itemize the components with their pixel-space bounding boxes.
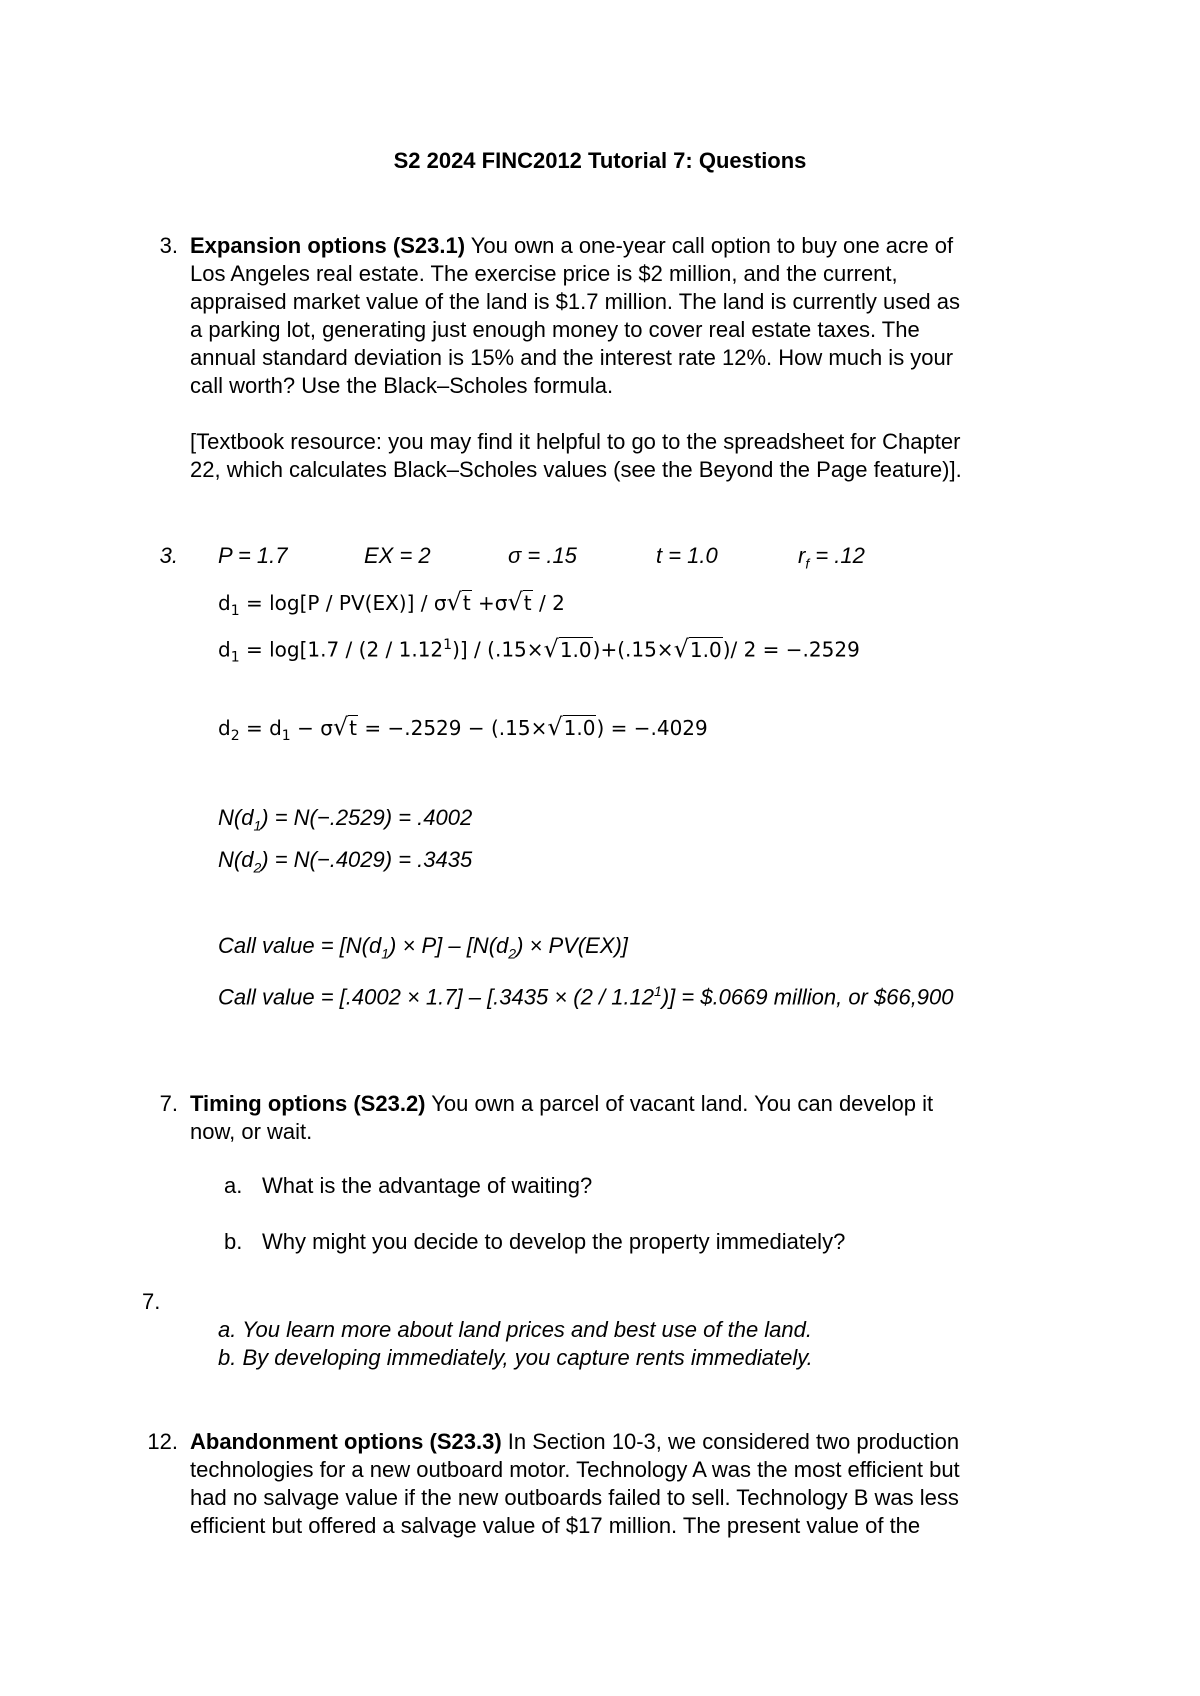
call-value-calculation: Call value = $[.4002 \times 1.7] - [.3435 \times (2 / 1.12^1)]$ = $.0669 million, or $66,900 [218,983,954,1010]
question-3-number: 3. [159,233,178,258]
question-7b-text: Why might you decide to develop the property immediately? [262,1229,846,1254]
question-3-line-3: appraised market value of the land is $1.7 million. The land is currently used as [190,289,961,314]
n-d2: $N(d_2) = N(-.4029) = .3435$ [218,847,473,876]
question-7a-label: a. [224,1173,243,1198]
question-7-number: 7. [159,1091,178,1116]
answer-7-number: 7. [142,1289,161,1314]
question-3-line-6: call worth? Use the Black–Scholes formula. [190,373,614,398]
n-d1: $N(d_1) = N(-.2529) = .4002$ [218,805,473,834]
question-7-heading: Timing options (S23.2) [190,1091,426,1116]
d1-calculation: $d_1 = \log[1.7 / (2 / 1.12^1)] / (.15\times√1.0)+(.15\times√1.0)/$ 2 = −.2529 [218,634,860,666]
question-3-line-4: a parking lot, generating just enough money to cover real estate taxes. The [190,317,920,342]
answer-7b: b. By developing immediately, you capture rents immediately. [218,1345,813,1370]
question-7a-text: What is the advantage of waiting? [262,1173,593,1198]
question-3-line-5: annual standard deviation is 15% and the interest rate 12%. How much is your [190,345,954,370]
question-12: Abandonment options (S23.3) In Section 10-3, we considered two production technologies for a new outboard motor. Technology A was the most efficient but had no salvage value if the new outboards failed to sell. Technology B was less efficient but offered a salvage value of $17 million. The present value of the [190,1429,960,1538]
question-7b-label: b. [224,1229,243,1254]
question-3-line-2: Los Angeles real estate. The exercise price is $2 million, and the current, [190,261,898,286]
param-sigma: σ = .15 [508,543,577,568]
d1-formula: $d_1 = \log[P / PV(EX)] / \sigma√t +\sigma√t / 2$ [218,588,565,619]
question-3-heading: Expansion options (S23.1) [190,233,466,258]
question-12-number: 12. [147,1429,178,1454]
d2-calculation: $d_2 = d_1 - \sigma√t = -.2529 - (.15\times√1.0) = -.4029$ [218,713,708,744]
question-3-resource: [Textbook resource: you may find it helpful to go to the spreadsheet for Chapter 22, which calculates Black–Scholes values (see the Beyond the Page feature)]. [190,429,962,482]
call-value-formula: Call value = $[N(d_1) \times P] - [N(d_2) \times PV(EX)]$ [218,933,628,962]
answer-3-number: 3. [159,543,178,568]
param-p: P = 1.7 [218,543,288,568]
param-rf: $r_f = .12$ [798,543,865,572]
question-3 [190,232,1070,400]
question-3-line-1: Expansion options (S23.1) You own a one-year call option to buy one acre of [190,233,954,258]
question-7: Timing options (S23.2) You own a parcel of vacant land. You can develop it now, or wait. [190,1091,934,1144]
param-ex: EX = 2 [364,543,431,568]
question-12-heading: Abandonment options (S23.3) [190,1429,502,1454]
page-title: S2 2024 FINC2012 Tutorial 7: Questions [393,148,807,173]
answer-7a: a. You learn more about land prices and best use of the land. [218,1317,812,1342]
param-t: t = 1.0 [656,543,718,568]
